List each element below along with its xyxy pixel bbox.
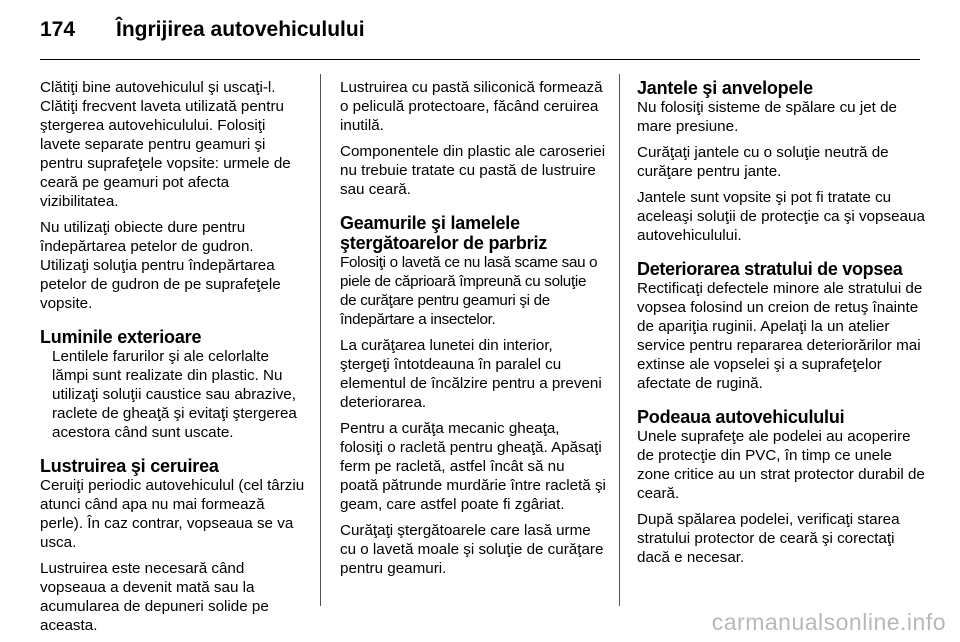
paragraph: După spălarea podelei, verificaţi starea stratului protector de ceară şi corectaţi dacă e necesar. [637,511,900,566]
section-windows-wipers [340,213,606,578]
paragraph: Rectificaţi defectele minore ale stratului de vopsea folosind un creion de retuş înainte de apariţia ruginii. Apelaţi la un atelier service pentru repararea deteriorărilor mai extinse ale vopselei şi a suprafeţelor afectate de rugină. [637,280,923,392]
paragraph: Pentru a curăţa mecanic gheaţa, folosiţi o racletă pentru gheaţă. Apăsaţi ferm pe racletă, astfel încât să nu poată pătrunde murdărie între racletă şi geam, care astfel poate fi zgâriat. [340,420,606,513]
page-title: Îngrijirea autovehiculului [116,18,365,41]
section-heading: Geamurile şi lamelele ştergătoarelor de parbriz [340,213,548,253]
section-heading: Luminile exterioare [40,327,202,347]
paragraph: Nu utilizaţi obiecte dure pentru îndepărtarea petelor de gudron. Utilizaţi soluţia pentru îndepărtarea petelor de gudron de pe suprafeţele vopsite. [40,219,281,312]
column-divider-1 [320,74,321,606]
section-polishing [40,456,306,635]
column-3 [637,78,925,574]
paragraph: Curăţaţi ştergătoarele care lasă urme cu o lavetă moale şi soluţie de curăţare pentru geamuri. [340,522,604,577]
section-vehicle-floor [637,407,925,567]
header-rule [40,59,920,60]
paragraph: Lentilele farurilor şi ale celorlalte lămpi sunt realizate din plastic. Nu utilizaţi soluţii caustice sau abrazive, raclete de gheaţă şi evitaţi ştergerea acestora când sunt uscate. [52,348,297,441]
section-polishing-cont [340,78,606,199]
paragraph: Folosiţi o lavetă ce nu lasă scame sau o piele de căprioară împreună cu soluţie de curăţare pentru geamuri şi de îndepărtare a insectelor. [340,254,598,328]
section-heading: Podeaua autovehiculului [637,407,845,427]
paragraph: Clătiţi bine autovehiculul şi uscaţi-l. Clătiţi frecvent laveta utilizată pentru ştergerea autovehiculului. Folosiţi lavete separate pentru geamuri şi pentru suprafeţele vopsite: urmele de ceară pe geamuri pot afecta vizibilitatea. [40,79,291,210]
section-washing [40,78,306,313]
paragraph: Nu folosiţi sisteme de spălare cu jet de mare presiune. [637,99,898,135]
paragraph: Unele suprafeţe ale podelei au acoperire de protecţie din PVC, în timp ce unele zone critice au un strat protector durabil de ceară. [637,428,925,502]
paragraph: Ceruiţi periodic autovehiculul (cel târziu atunci când apa nu mai formează perle). În caz contrar, vopseaua se va usca. [40,477,305,551]
section-exterior-lights [40,327,306,442]
page-header [40,18,365,50]
column-2 [340,78,606,585]
page-number: 174 [40,18,76,41]
paragraph: Componentele din plastic ale caroseriei nu trebuie tratate cu pastă de lustruire sau ceară. [340,143,606,198]
paragraph: Jantele sunt vopsite şi pot fi tratate cu aceleaşi soluţii de protecţie ca şi vopseaua autovehiculului. [637,189,925,244]
paragraph: Lustruirea cu pastă siliconică formează o peliculă protectoare, făcând ceruirea inutilă. [340,79,603,134]
column-divider-2 [619,74,620,606]
section-heading: Deteriorarea stratului de vopsea [637,259,903,279]
section-heading: Lustruirea şi ceruirea [40,456,219,476]
paragraph: La curăţarea lunetei din interior, ştergeţi întotdeauna în paralel cu elementul de încălzire pentru a preveni deteriorarea. [340,337,602,411]
paragraph: Curăţaţi jantele cu o soluţie neutră de curăţare pentru jante. [637,144,889,180]
column-1 [40,78,306,642]
watermark: carmanualsonline.info [711,609,946,635]
section-heading: Jantele şi anvelopele [637,78,813,98]
section-paint-damage [637,259,925,393]
section-wheels-tyres [637,78,925,245]
paragraph: Lustruirea este necesară când vopseaua a devenit mată sau la acumularea de depuneri solide pe aceasta. [40,560,269,634]
